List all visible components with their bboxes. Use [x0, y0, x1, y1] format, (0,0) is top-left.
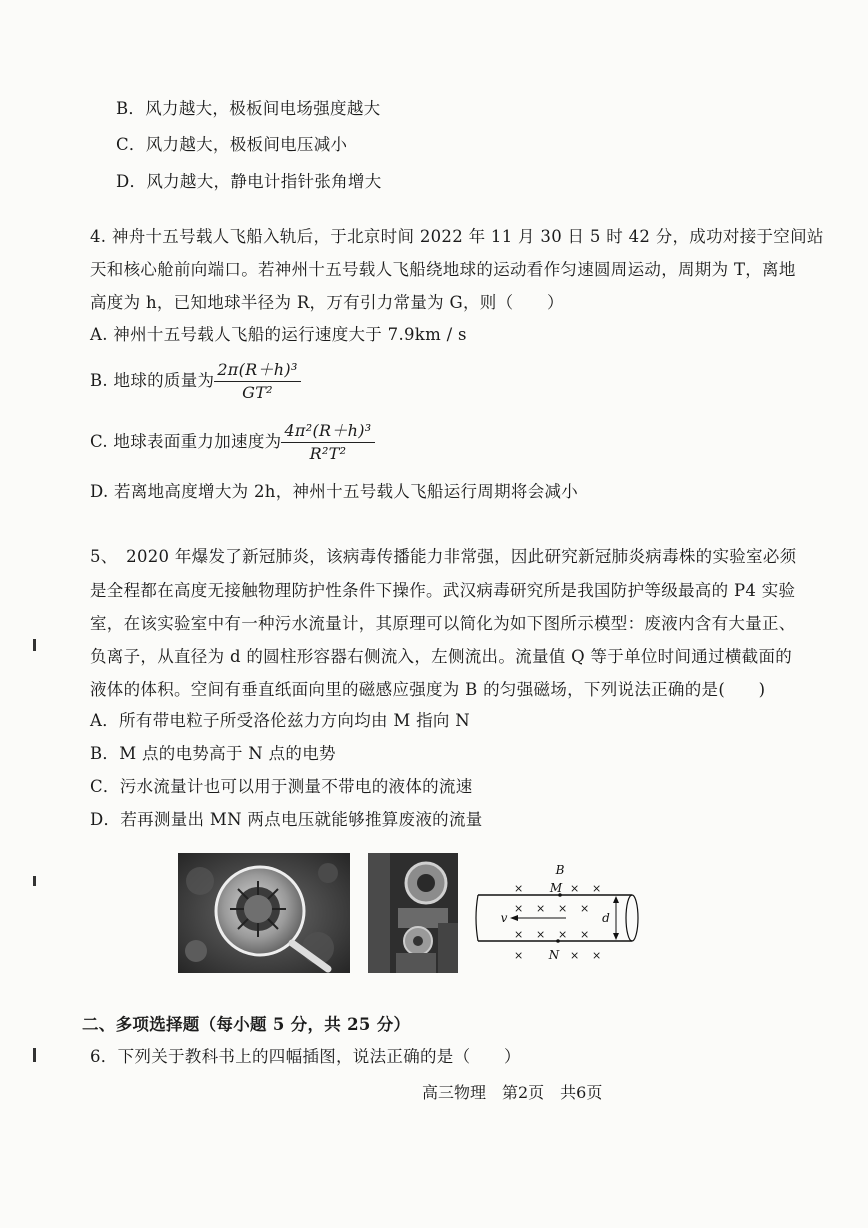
q5-option-c: C．污水流量计也可以用于测量不带电的液体的流速	[90, 777, 473, 796]
svg-text:×: ×	[514, 902, 524, 915]
page-footer: 高三物理 第2页 共6页	[422, 1083, 603, 1102]
svg-text:×: ×	[514, 949, 524, 962]
svg-text:×: ×	[570, 882, 580, 895]
diagram-label-n: N	[548, 948, 560, 962]
q3-option-b: B．风力越大，极板间电场强度越大	[116, 99, 381, 118]
q4-option-c	[90, 419, 375, 465]
q5-stem-line5: 液体的体积。空间有垂直纸面向里的磁感应强度为 B 的匀强磁场，下列说法正确的是( )	[90, 680, 766, 699]
svg-text:×: ×	[558, 902, 568, 915]
diagram-label-d: d	[602, 911, 610, 925]
q4-stem-line1: 4. 神舟十五号载人飞船入轨后，于北京时间 2022 年 11 月 30 日 5 时 42 分，成功对接于空间站	[90, 227, 824, 246]
q4-stem-line2: 天和核心舱前向端口。若神州十五号载人飞船绕地球的运动看作匀速圆周运动，周期为 T，离地	[90, 260, 796, 279]
q5-option-d: D．若再测量出 MN 两点电压就能够推算废液的流量	[90, 810, 483, 829]
svg-text:×: ×	[592, 882, 602, 895]
binding-mark	[33, 1048, 36, 1062]
q4-stem-line3: 高度为 h，已知地球半径为 R，万有引力常量为 G，则（ ）	[90, 293, 564, 312]
svg-text:×: ×	[558, 928, 568, 941]
svg-text:×: ×	[536, 928, 546, 941]
q3-option-c: C．风力越大，极板间电压减小	[116, 135, 348, 154]
diagram-label-m: M	[549, 881, 563, 895]
q4-option-b-denominator: GT²	[242, 383, 273, 402]
svg-text:×: ×	[514, 928, 524, 941]
svg-text:×: ×	[570, 949, 580, 962]
binding-mark	[33, 639, 36, 651]
q4-option-b-fraction	[214, 360, 300, 403]
svg-text:×: ×	[580, 902, 590, 915]
svg-text:×: ×	[536, 902, 546, 915]
lab-equipment-photo	[368, 853, 458, 973]
q4-option-b-numerator: 2π(R＋h)³	[214, 360, 300, 382]
q6-stem: 6．下列关于教科书上的四幅插图，说法正确的是（ ）	[90, 1047, 521, 1066]
binding-mark	[33, 876, 36, 886]
q4-option-c-denominator: R²T²	[309, 444, 347, 463]
q5-stem-line2: 是全程都在高度无接触物理防护性条件下操作。武汉病毒研究所是我国防护等级最高的 P4 实验	[90, 581, 796, 600]
q5-stem-line4: 负离子，从直径为 d 的圆柱形容器右侧流入，左侧流出。流量值 Q 等于单位时间通过横截面的	[90, 647, 793, 666]
q4-option-a: A. 神州十五号载人飞船的运行速度大于 7.9km / s	[90, 325, 467, 344]
q5-stem-line3: 室，在该实验室中有一种污水流量计，其原理可以简化为如下图所示模型：废液内含有大量正、	[90, 614, 796, 633]
virus-magnifier-illustration	[178, 853, 350, 973]
q3-option-d: D．风力越大，静电计指针张角增大	[116, 172, 382, 191]
lab-equipment-illustration	[368, 853, 458, 973]
section-2-heading: 二、多项选择题（每小题 5 分，共 25 分）	[82, 1015, 411, 1034]
q5-option-a: A．所有带电粒子所受洛伦兹力方向均由 M 指向 N	[90, 711, 470, 730]
virus-magnifier-photo	[178, 853, 350, 973]
q4-option-c-label: C. 地球表面重力加速度为	[90, 432, 282, 451]
q4-option-c-numerator: 4π²(R＋h)³	[281, 421, 374, 443]
q4-option-b-label: B. 地球的质量为	[90, 371, 215, 390]
diagram-label-v: v	[500, 911, 508, 925]
q4-option-d: D. 若离地高度增大为 2h，神州十五号载人飞船运行周期将会减小	[90, 482, 579, 501]
svg-text:×: ×	[514, 882, 524, 895]
q5-option-b: B．M 点的电势高于 N 点的电势	[90, 744, 336, 763]
q5-stem-line1: 5、 2020 年爆发了新冠肺炎，该病毒传播能力非常强，因此研究新冠肺炎病毒株的实验室必须	[90, 547, 797, 566]
svg-text:×: ×	[592, 949, 602, 962]
q4-option-b	[90, 358, 301, 404]
diagram-label-b: B	[555, 863, 565, 877]
svg-text:×: ×	[580, 928, 590, 941]
flowmeter-diagram	[474, 858, 650, 970]
q4-option-c-fraction	[281, 421, 374, 464]
